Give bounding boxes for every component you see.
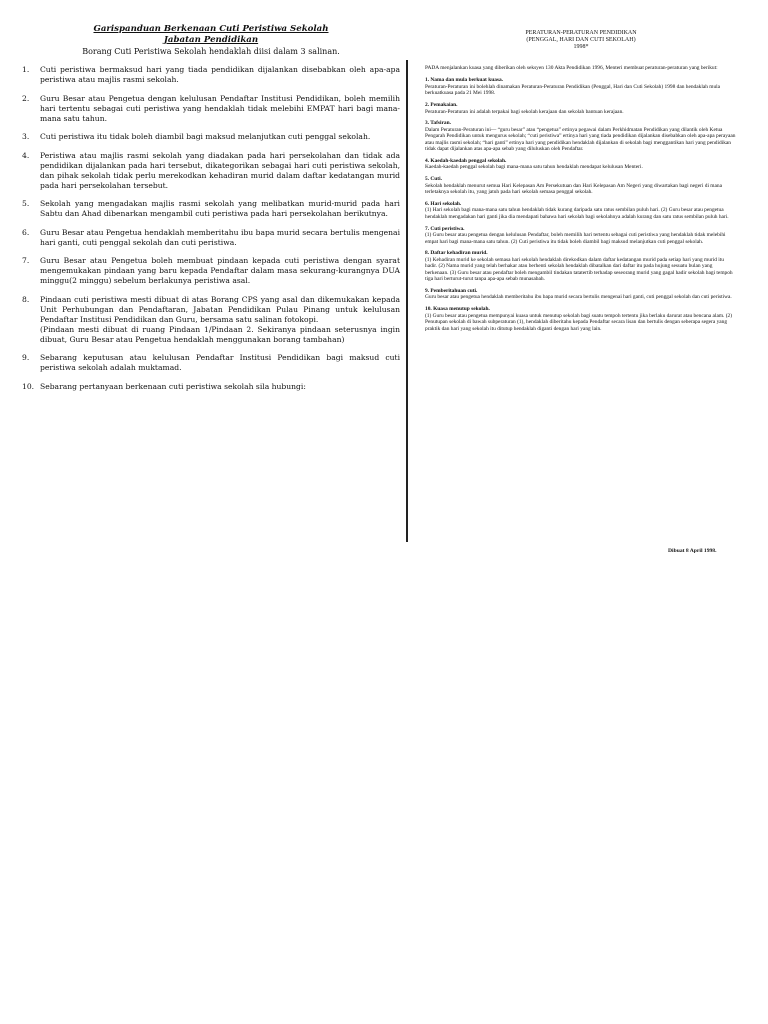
guideline-item-number: 2. xyxy=(22,93,30,103)
regulation-section xyxy=(425,158,737,171)
guideline-item xyxy=(22,228,400,248)
guideline-item-number: 4. xyxy=(22,150,30,160)
regulation-section-heading: 5. Cuti. xyxy=(425,176,442,183)
regulation-section-heading: 9. Pemberitahuan cuti. xyxy=(425,287,478,294)
guideline-item xyxy=(22,353,400,373)
regulation-section xyxy=(425,102,737,115)
guideline-item xyxy=(22,132,400,142)
department-title: Jabatan Pendidikan xyxy=(163,35,259,45)
regulation-section xyxy=(425,120,737,152)
regulation-section xyxy=(425,306,737,332)
guideline-item-text-wrap xyxy=(40,353,400,373)
regulation-section-heading: 3. Tafsiran. xyxy=(425,120,451,127)
guideline-item-text-wrap xyxy=(40,199,400,219)
guideline-item-number: 1. xyxy=(22,65,30,74)
regulation-section xyxy=(425,250,737,282)
regulation-section-heading: 8. Daftar kehadiran murid. xyxy=(425,250,488,257)
guideline-item xyxy=(22,382,400,392)
guideline-item-text: Sebarang keputusan atau kelulusan Pendaftar Institusi Pendidikan bagi maksud cuti peristiwa sekolah adalah muktamad. xyxy=(40,353,400,372)
guideline-item xyxy=(22,65,400,85)
guideline-item xyxy=(22,151,400,191)
regulation-sections xyxy=(425,77,737,332)
guideline-item-number: 5. xyxy=(22,199,30,208)
guideline-item-note: (Pindaan mesti dibuat di ruang Pindaan 1/Pindaan 2. Sekiranya pindaan seterusnya ingin dibuat, Guru Besar atau Pengetua hendaklah menggunakan borang tambahan) xyxy=(40,324,400,344)
regulation-section-body: Sekolah hendaklah menurut semua Hari Kelepasan Am Persekutuan dan Hari Kelepasan Am Negeri yang diwartakan bagi negeri di mana terletaknya sekolah itu, yang jatuh pada hari sekolah semasa penggal sekolah. xyxy=(425,182,722,196)
guideline-item xyxy=(22,295,400,345)
guideline-item-text: Cuti peristiwa bermaksud hari yang tiada pendidikan dijalankan disebabkan oleh apa-apa peristiwa atau majlis rasmi sekolah. xyxy=(40,65,400,84)
regulation-heading-line1: PERATURAN-PERATURAN PENDIDIKAN xyxy=(525,30,637,36)
regulation-section xyxy=(425,226,737,245)
regulation-section-body: (1) Hari sekolah bagi mana-mana satu tahun hendaklah tidak kurang daripada satu ratus sembilan puluh hari. (2) Guru besar atau pengetua hendaklah mengadakan hari ganti jika dia mendapati bahawa hari sekolah bagi sekolahnya adalah kurang dan satu ratus sembilan puluh hari. xyxy=(425,207,729,220)
guideline-item-text-wrap xyxy=(40,65,400,85)
regulation-heading-line2: (PENGGAL, HARI DAN CUTI SEKOLAH) xyxy=(526,37,636,43)
guideline-item-text: Sekolah yang mengadakan majlis rasmi sekolah yang melibatkan murid-murid pada hari Sabtu dan Ahad dibenarkan mengambil cuti peristiwa pada hari persekolahan berikutnya. xyxy=(40,199,400,218)
regulation-section-heading: 7. Cuti peristiwa. xyxy=(425,225,465,232)
guideline-item-text: Guru Besar atau Pengetua boleh membuat pindaan kepada cuti peristiwa dengan syarat mengemukakan pindaan yang baru kepada Pendaftar dalam masa sekurang-kurangnya DUA minggu(2 minggu) sebelum berlakunya peristiwa asal. xyxy=(40,256,400,285)
guideline-item-text-wrap xyxy=(40,382,400,392)
guideline-item-text-wrap xyxy=(40,228,400,248)
regulation-section-heading: 4. Kaedah-kaedah penggal sekolah. xyxy=(425,157,507,164)
regulation-section-heading: 10. Kuasa menutup sekolah. xyxy=(425,306,490,313)
guideline-item-text: Sebarang pertanyaan berkenaan cuti peristiwa sekolah sila hubungi: xyxy=(40,381,306,391)
guideline-item-number: 7. xyxy=(22,256,30,265)
guideline-item-number: 6. xyxy=(22,227,30,237)
guideline-item-number: 3. xyxy=(22,132,30,141)
guideline-item-text-wrap xyxy=(40,132,400,142)
regulation-section-body: (1) Guru besar atau pengetua mempunyai kuasa untuk menutup sekolah bagi suatu tempoh tertentu jika berlaku darurat atau bencana alam. (2) Penutupan sekolah di bawah subperaturan (1), hendaklah diberitahu kepada Pendaftar secara lisan dan bertulis dengan seberapa segera yang praktik dan hari yang sekolah itu ditutup hendaklah diganti dengan hari yang lain. xyxy=(425,312,733,332)
guideline-item-number: 8. xyxy=(22,294,30,304)
guideline-item-number: 10. xyxy=(22,381,35,391)
regulation-section xyxy=(425,201,737,220)
guideline-item xyxy=(22,256,400,286)
regulation-heading xyxy=(425,30,737,51)
regulation-section-heading: 6. Hari sekolah. xyxy=(425,201,462,207)
guideline-item-text-wrap xyxy=(40,295,400,345)
regulation-intro: PADA menjalankan kuasa yang diberikan oleh seksyen 130 Akta Pendidikan 1996, Menteri membuat peraturan-peraturan yang berikut: xyxy=(425,65,718,71)
regulation-section xyxy=(425,288,737,301)
guideline-column xyxy=(22,24,400,400)
guideline-title: Garispanduan Berkenaan Cuti Peristiwa Sekolah xyxy=(93,24,329,34)
regulation-section-heading: 2. Pemakaian. xyxy=(425,102,458,109)
guideline-item-text-wrap xyxy=(40,94,400,124)
guideline-item xyxy=(22,94,400,124)
regulation-heading-line3: 1998* xyxy=(573,44,589,50)
regulation-section-body: Dalam Peraturan-Peraturan ini— “guru besar” atau “pengetua” ertinya pegawai dalam Perkhidmatan Pendidikan yang dilantik oleh Ketua Pengarah Pendidikan untuk mengurus sekolah; “cuti peristiwa” ertinya hari yang tiada pendidikan dijalankan disebabkan oleh apa-apa perayaan atau majlis rasmi sekolah; “hari ganti” ertinya hari yang pendidikan hendaklah dijalankan di sekolah bagi menggantikan hari yang pendidikan tidak dapat dijalankan atas apa-apa sebab yang diluluskan oleh Pendaftar. xyxy=(425,126,736,153)
form-instruction: Borang Cuti Peristiwa Sekolah hendaklah diisi dalam 3 salinan. xyxy=(82,47,340,56)
guideline-item xyxy=(22,199,400,219)
guideline-list xyxy=(22,65,400,392)
guideline-item-text-wrap xyxy=(40,151,400,191)
regulation-section-body: Kaedah-kaedah penggal sekolah bagi mana-mana satu tahun hendaklah mendapat kelulusan Menteri. xyxy=(425,164,643,171)
regulation-column xyxy=(425,30,737,337)
regulation-section-body: Peraturan-Peraturan ini adalah terpakai bagi sekolah kerajaan dan sekolah bantuan kerajaan. xyxy=(425,108,624,115)
document-date: Dibuat 8 April 1998. xyxy=(668,548,717,554)
regulation-section-body: (1) Kehadiran murid ke sekolah semasa hari sekolah hendaklah direkodkan dalam daftar kedatangan murid pada setiap hari yang murid itu hadir. (2) Nama murid yang telah berhakar atau berhenti sekolah hendaklah dibatalkan dari daftar itu pada hujung sesuatu bulan yang berkenaan. (3) Guru besar atau pendaftar boleh mengambil tindakan tatatertib terhadap seseorang murid yang gagal hadir sekolah bagi tempoh tiga hari berturut-turut tanpa apa-apa sebab munasabah. xyxy=(425,256,733,283)
guideline-item-text: Peristiwa atau majlis rasmi sekolah yang diadakan pada hari persekolahan dan tidak ada pendidikan dijalankan pada hari tersebut, dikategorikan sebagai hari cuti peristiwa sekolah, dan pihak sekolah tidak perlu merekodkan kehadiran murid dalam daftar kedatangan murid pada hari persekolahan tersebut. xyxy=(40,150,400,190)
regulation-section xyxy=(425,176,737,195)
guideline-item-text: Guru Besar atau Pengetua hendaklah memberitahu ibu bapa murid secara bertulis mengenai hari ganti, cuti penggal sekolah dan cuti peristiwa. xyxy=(40,227,400,247)
regulation-section-body: (1) Guru besar atau pengetua dengan kelulusan Pendaftar, boleh memilih hari tertentu sebagai cuti peristiwa yang hendaklah tidak melebihi empat hari bagi mana-mana satu tahun. (2) Cuti peristiwa itu tidak boleh diambil bagi maksud melanjutkan cuti penggal sekolah. xyxy=(425,232,726,245)
column-divider xyxy=(406,60,408,542)
regulation-section xyxy=(425,77,737,96)
regulation-section-body: Guru besar atau pengetua hendaklah memberitahu ibu bapa murid secara bertulis mengenai hari ganti, cuti penggal sekolah dan cuti peristiwa. xyxy=(425,294,732,301)
guideline-item-text: Cuti peristiwa itu tidak boleh diambil bagi maksud melanjutkan cuti penggal sekolah. xyxy=(40,132,371,141)
regulation-section-body: Peraturan-Peraturan ini bolehlah dinamakan Peraturan-Peraturan Pendidikan (Penggal, Hari dan Cuti Sekolah) 1998 dan hendaklah mula berkuatkuasa pada 21 Mei 1998. xyxy=(425,83,721,97)
guideline-item-text: Guru Besar atau Pengetua dengan kelulusan Pendaftar Institusi Pendidikan, boleh memilih hari tertentu sebagai cuti peristiwa yang hendaklah tidak melebihi EMPAT hari bagi mana-mana satu tahun. xyxy=(40,93,400,123)
guideline-item-text: Pindaan cuti peristiwa mesti dibuat di atas Borang CPS yang asal dan dikemukakan kepada Unit Perhubungan dan Pendaftaran, Jabatan Pendidikan Pulau Pinang untuk kelulusan Pendaftar Institusi Pendidikan dan Guru, bersama satu salinan fotokopi. xyxy=(40,294,400,324)
guideline-item-text-wrap xyxy=(40,256,400,286)
guideline-item-number: 9. xyxy=(22,353,30,362)
regulation-section-heading: 1. Nama dan mula berkuat kuasa. xyxy=(425,77,504,84)
